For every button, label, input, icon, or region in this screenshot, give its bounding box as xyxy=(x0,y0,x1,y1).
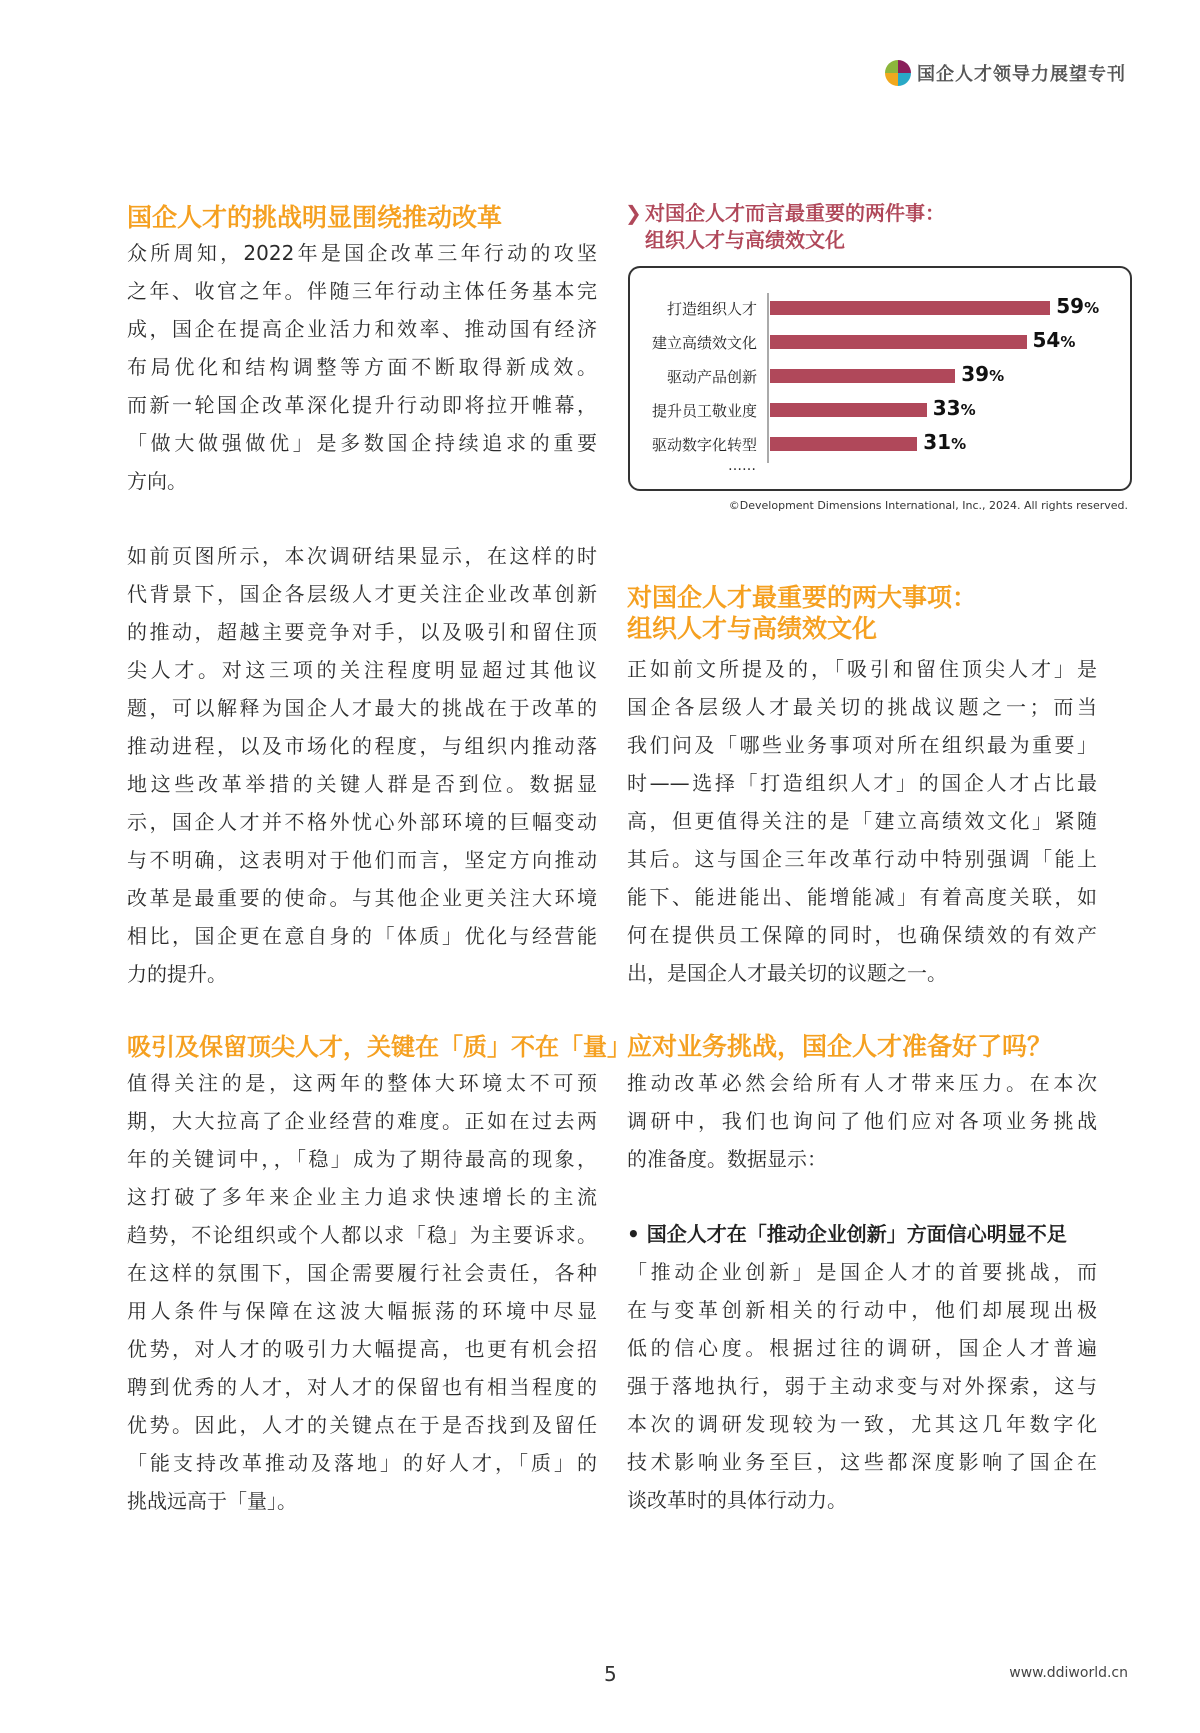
paragraph xyxy=(627,1253,1097,1519)
section-heading-talent-quality: 吸引及保留顶尖人才，关键在「质」不在「量」 xyxy=(127,1033,631,1061)
text-line: 之年、收官之年。伴随三年行动主体任务基本完 xyxy=(127,279,597,303)
paragraph xyxy=(127,1064,597,1520)
bar-value-label xyxy=(1033,328,1076,352)
text-line: 调研中，我们也询问了他们应对各项业务挑战 xyxy=(627,1109,1097,1133)
bar-label: 驱动产品创新 xyxy=(666,368,757,386)
text-line: 技术影响业务至巨，这些都深度影响了国企在 xyxy=(627,1450,1097,1474)
text-line: 高，但更值得关注的是「建立高绩效文化」紧随 xyxy=(627,809,1097,833)
text-line: 「做大做强做优」是多数国企持续追求的重要 xyxy=(127,431,597,455)
bar xyxy=(770,301,1050,315)
text-line: 聘到优秀的人才，对人才的保留也有相当程度的 xyxy=(127,1375,597,1399)
bar-value-label xyxy=(923,430,966,454)
text-line: 题，可以解释为国企人才最大的挑战在于改革的 xyxy=(127,696,597,720)
chart-more: …… xyxy=(728,458,756,474)
text-line: 众所周知，2022年是国企改革三年行动的攻坚 xyxy=(127,241,597,265)
text-line: 优势。因此，人才的关键点在于是否找到及留任 xyxy=(127,1413,597,1437)
text-line: 年的关键词中，，「稳」成为了期待最高的现象， xyxy=(127,1147,597,1171)
text-line: 挑战远高于「量」。 xyxy=(127,1489,297,1513)
text-line: 低的信心度。根据过往的调研，国企人才普遍 xyxy=(627,1336,1097,1360)
text-line: 在与变革创新相关的行动中，他们却展现出极 xyxy=(627,1298,1097,1322)
text-line: 时——选择「打造组织人才」的国企人才占比最 xyxy=(627,771,1097,795)
text-line: 值得关注的是，这两年的整体大环境太不可预 xyxy=(127,1071,597,1095)
text-line: 我们问及「哪些业务事项对所在组织最为重要」 xyxy=(627,733,1097,757)
bar-value: 31 xyxy=(923,430,952,454)
bar-value-label xyxy=(933,396,976,420)
chart-title-line2: 组织人才与高绩效文化 xyxy=(645,228,845,252)
header xyxy=(885,60,1126,86)
header-title: 国企人才领导力展望专刊 xyxy=(917,64,1126,85)
text-line: 趋势，不论组织或个人都以求「稳」为主要诉求。 xyxy=(127,1223,597,1247)
text-line: 力的提升。 xyxy=(127,962,227,986)
text-line: 的推动，超越主要竞争对手，以及吸引和留住顶 xyxy=(127,620,597,644)
page-number: 5 xyxy=(604,1662,617,1686)
text-line: 而新一轮国企改革深化提升行动即将拉开帷幕， xyxy=(127,393,597,417)
text-line: 「推动企业创新」是国企人才的首要挑战，而 xyxy=(627,1260,1097,1284)
bar-unit: % xyxy=(960,401,976,419)
text-line: 推动进程，以及市场化的程度，与组织内推动落 xyxy=(127,734,597,758)
text-line: 尖人才。对这三项的关注程度明显超过其他议 xyxy=(127,658,597,682)
text-line: 期，大大拉高了企业经营的难度。正如在过去两 xyxy=(127,1109,597,1133)
section-heading-priorities-1: 对国企人才最重要的两大事项： xyxy=(627,583,978,612)
text-line: 用人条件与保障在这波大幅振荡的环境中尽显 xyxy=(127,1299,597,1323)
text-line: 正如前文所提及的，「吸引和留住顶尖人才」是 xyxy=(627,657,1097,681)
paragraph xyxy=(627,650,1097,992)
bar-value: 39 xyxy=(961,362,990,386)
text-line: 能下、能进能出、能增能减」有着高度关联，如 xyxy=(627,885,1097,909)
paragraph xyxy=(127,234,597,500)
text-line: 与不明确，这表明对于他们而言，坚定方向推动 xyxy=(127,848,597,872)
text-line: 出，是国企人才最关切的议题之一。 xyxy=(627,961,947,985)
bar-label: 打造组织人才 xyxy=(666,300,757,318)
bar-unit: % xyxy=(951,435,967,453)
text-line: 地这些改革举措的关键人群是否到位。数据显 xyxy=(127,772,597,796)
text-line: 谈改革时的具体行动力。 xyxy=(627,1488,847,1512)
section-heading-priorities-2: 组织人才与高绩效文化 xyxy=(627,614,878,643)
bar-value-label xyxy=(1056,294,1099,318)
chart-axis xyxy=(767,293,769,463)
logo-icon xyxy=(885,60,911,86)
bar-label: 驱动数字化转型 xyxy=(651,436,757,454)
paragraph xyxy=(127,537,597,993)
bar-value: 54 xyxy=(1032,328,1061,352)
bar-unit: % xyxy=(1060,333,1076,351)
text-line: 推动改革必然会给所有人才带来压力。在本次 xyxy=(627,1071,1097,1095)
text-line: 强于落地执行，弱于主动求变与对外探索，这与 xyxy=(627,1374,1097,1398)
section-heading-reform: 国企人才的挑战明显围绕推动改革 xyxy=(127,203,503,232)
bar-label: 建立高绩效文化 xyxy=(651,334,757,352)
text-line: 示，国企人才并不格外忧心外部环境的巨幅变动 xyxy=(127,810,597,834)
text-line: 这打破了多年来企业主力追求快速增长的主流 xyxy=(127,1185,597,1209)
bar xyxy=(770,335,1027,349)
bar xyxy=(770,403,927,417)
chart-title-line1: 对国企人才而言最重要的两件事： xyxy=(645,201,945,225)
bar xyxy=(770,369,955,383)
text-line: 改革是最重要的使命。与其他企业更关注大环境 xyxy=(127,886,597,910)
chart-title xyxy=(625,200,945,254)
bar-value: 33 xyxy=(932,396,961,420)
bar-value: 59 xyxy=(1056,294,1085,318)
section-heading-readiness: 应对业务挑战，国企人才准备好了吗？ xyxy=(627,1032,1053,1061)
text-line: 如前页图所示，本次调研结果显示，在这样的时 xyxy=(127,544,597,568)
text-line: 国企各层级人才最关切的挑战议题之一；而当 xyxy=(627,695,1097,719)
text-line: 的准备度。数据显示： xyxy=(627,1147,827,1171)
text-line: 何在提供员工保障的同时，也确保绩效的有效产 xyxy=(627,923,1097,947)
bar xyxy=(770,437,917,451)
footer-url[interactable]: www.ddiworld.cn xyxy=(1009,1665,1128,1681)
chevron-right-icon: ❯ xyxy=(625,201,642,225)
text-line: 相比，国企更在意自身的「体质」优化与经营能 xyxy=(127,924,597,948)
text-line: 成，国企在提高企业活力和效率、推动国有经济 xyxy=(127,317,597,341)
copyright: ©Development Dimensions International, Inc., 2024. All rights reserved. xyxy=(728,499,1128,512)
text-line: 布局优化和结构调整等方面不断取得新成效。 xyxy=(127,355,597,379)
paragraph xyxy=(627,1064,1097,1178)
text-line: 「能支持改革推动及落地」的好人才，「质」的 xyxy=(127,1451,597,1475)
text-line: 方向。 xyxy=(127,469,187,493)
text-line: 优势，对人才的吸引力大幅提高，也更有机会招 xyxy=(127,1337,597,1361)
text-line: 本次的调研发现较为一致，尤其这几年数字化 xyxy=(627,1412,1097,1436)
bullet-heading: • 国企人才在「推动企业创新」方面信心明显不足 xyxy=(627,1222,1067,1246)
bar-unit: % xyxy=(1084,299,1100,317)
text-line: 其后。这与国企三年改革行动中特别强调「能上 xyxy=(627,847,1097,871)
bar-value-label xyxy=(961,362,1004,386)
bar-unit: % xyxy=(989,367,1005,385)
text-line: 代背景下，国企各层级人才更关注企业改革创新 xyxy=(127,582,597,606)
text-line: 在这样的氛围下，国企需要履行社会责任，各种 xyxy=(127,1261,597,1285)
bar-label: 提升员工敬业度 xyxy=(651,402,757,420)
